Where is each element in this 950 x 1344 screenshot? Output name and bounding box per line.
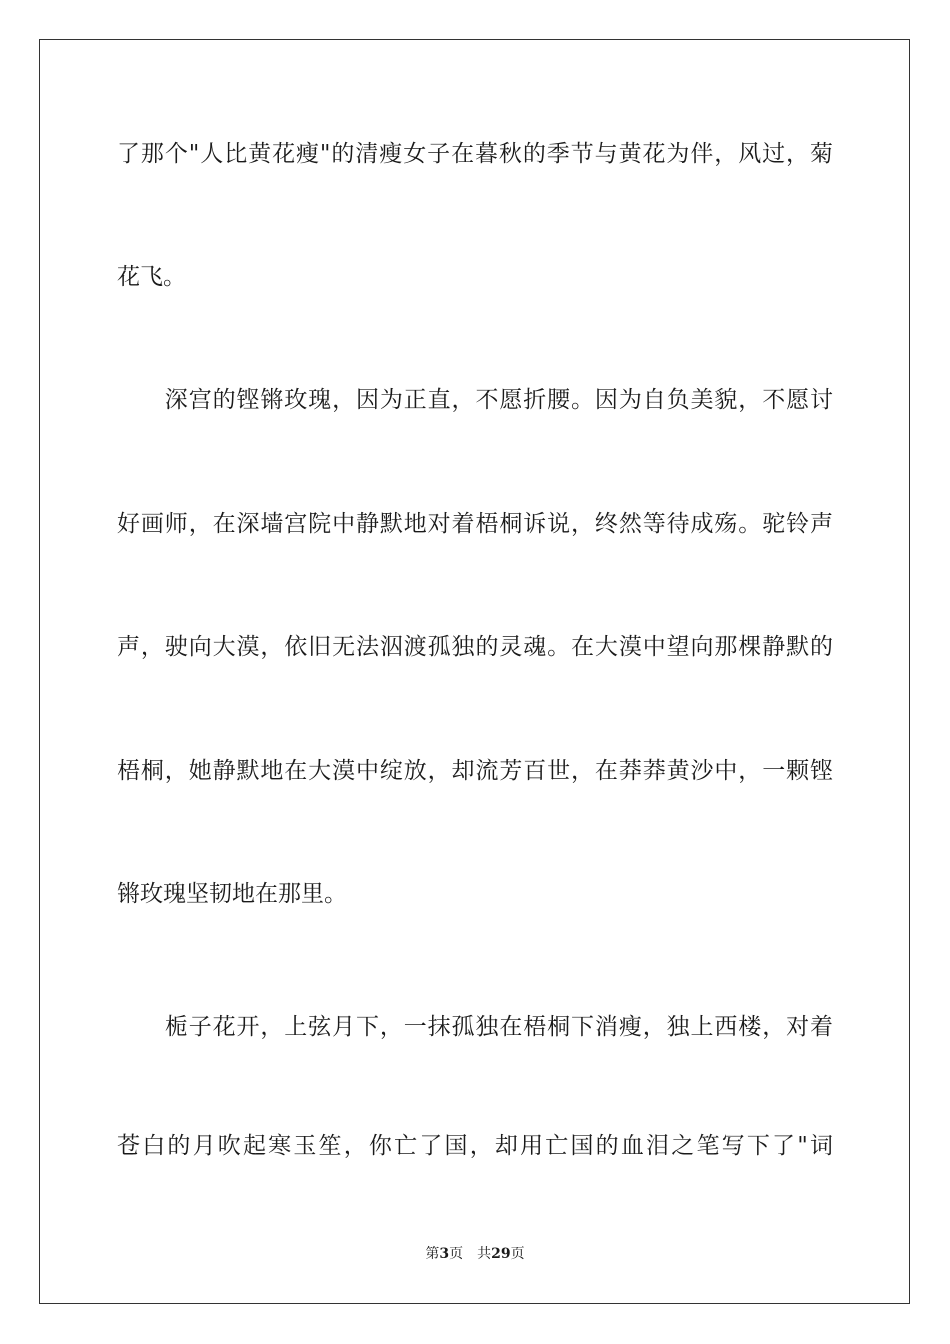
text-line: 梧桐，她静默地在大漠中绽放，却流芳百世，在莽莽黄沙中，一颗铿 [117,758,833,784]
total-prefix: 共 [477,1246,492,1262]
text-line: 锵玫瑰坚韧地在那里。 [117,881,347,907]
page-number: 3 [439,1246,450,1262]
text-line: 栀子花开，上弦月下，一抹孤独在梧桐下消瘦，独上西楼，对着 [117,1014,833,1040]
text-line: 深宫的铿锵玫瑰，因为正直，不愿折腰。因为自负美貌，不愿讨 [117,387,833,413]
page-footer [0,1244,950,1264]
total-suffix: 页 [510,1246,525,1262]
text-line: 声，驶向大漠，依旧无法泅渡孤独的灵魂。在大漠中望向那棵静默的 [117,634,833,660]
total-pages: 29 [491,1246,511,1262]
page-suffix: 页 [449,1246,464,1262]
page-border [39,39,910,1304]
page-prefix: 第 [425,1246,440,1262]
text-line: 苍白的月吹起寒玉笙，你亡了国，却用亡国的血泪之笔写下了"词 [117,1133,833,1159]
text-line: 花飞。 [117,264,186,290]
text-line: 好画师，在深墙宫院中静默地对着梧桐诉说，终然等待成殇。驼铃声 [117,511,833,537]
text-line: 了那个"人比黄花瘦"的清瘦女子在暮秋的季节与黄花为伴，风过，菊 [117,141,833,167]
